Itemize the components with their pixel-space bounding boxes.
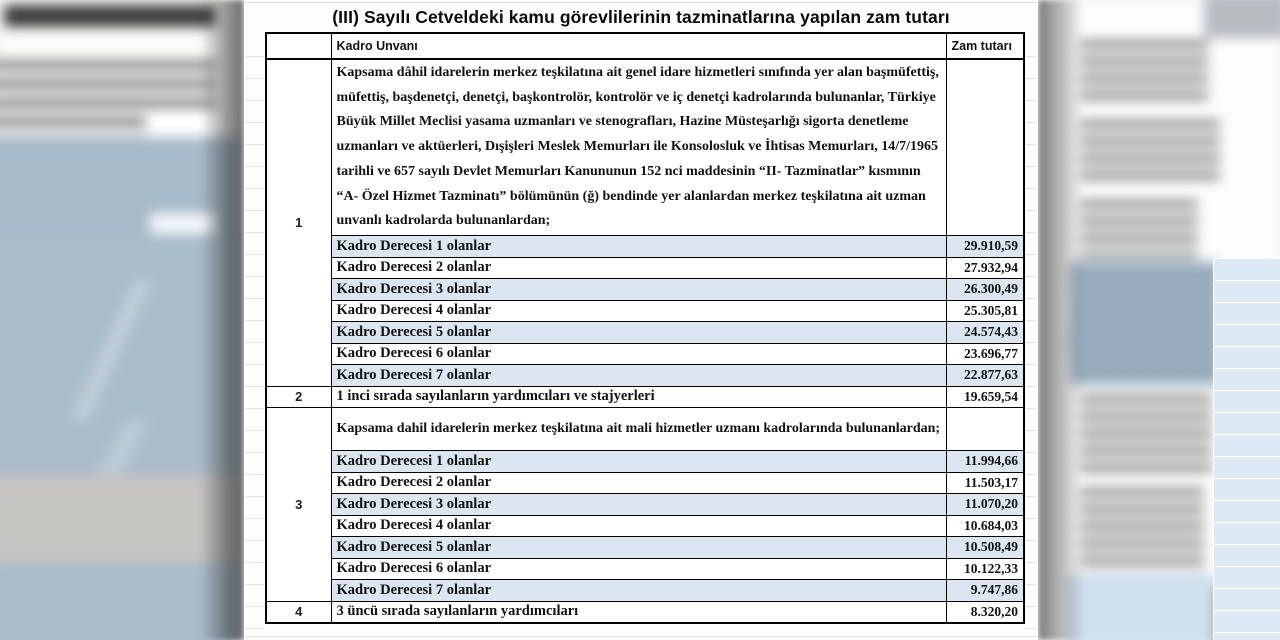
kadro-derecesi-label: Kadro Derecesi 7 olanlar xyxy=(331,580,946,602)
kadro-derecesi-label: Kadro Derecesi 4 olanlar xyxy=(331,300,946,322)
blurred-text-lines xyxy=(1080,395,1212,473)
table-row xyxy=(266,322,1024,344)
table-row xyxy=(266,601,1024,623)
table-row xyxy=(266,279,1024,301)
table-row xyxy=(266,494,1024,516)
compensation-table xyxy=(265,32,1025,624)
zam-tutari-value: 11.503,17 xyxy=(946,472,1024,494)
blurred-text-lines xyxy=(1080,120,1220,184)
group-1-description: Kapsama dâhil idarelerin merkez teşkilatına ait genel idare hizmetleri sınıfında yer alan başmüfettiş, müfettiş, başdenetçi, denetçi, başkontrolör, kontrolör ve iç denetçi kadrolarında bulunanlar, Türkiye Büyük Millet Meclisi yasama uzmanları ve stenografları, Hazine Müsteşarlığı sigorta denetleme uzmanları ve aktüerleri, Dışişleri Meslek Memurları ile Konsolosluk ve İhtisas Memurları, 14/7/1965 tarihli ve 657 sayılı Devlet Memurları Kanununun 152 nci maddesinin “II- Tazminatlar” kısmının “A- Özel Hizmet Tazminatı” bölümünün (ğ) bendinde yer alanlardan merkez teşkilatına ait uzman unvanlı kadrolarda bulunanlardan; xyxy=(331,59,946,236)
kadro-derecesi-label: Kadro Derecesi 2 olanlar xyxy=(331,257,946,279)
table-row xyxy=(266,365,1024,387)
blurred-text-lines xyxy=(1080,40,1208,104)
column-header-row-no xyxy=(266,33,331,59)
table-row xyxy=(266,386,1024,408)
group-2-number: 2 xyxy=(266,386,331,408)
table-row xyxy=(266,343,1024,365)
group-3-number: 3 xyxy=(266,408,331,602)
zam-tutari-value: 24.574,43 xyxy=(946,322,1024,344)
kadro-derecesi-label: Kadro Derecesi 4 olanlar xyxy=(331,515,946,537)
zam-tutari-value: 27.932,94 xyxy=(946,257,1024,279)
kadro-derecesi-label: Kadro Derecesi 6 olanlar xyxy=(331,558,946,580)
table-row xyxy=(266,537,1024,559)
group-1-description-row xyxy=(266,59,1024,236)
margin-gridlines xyxy=(245,56,264,632)
row-label: 1 inci sırada sayılanların yardımcıları ve stajyerleri xyxy=(331,386,946,408)
kadro-derecesi-label: Kadro Derecesi 1 olanlar xyxy=(331,451,946,473)
column-header-zam-tutari: Zam tutarı xyxy=(946,33,1024,59)
blurred-streak xyxy=(10,280,230,420)
zam-tutari-value: 11.994,66 xyxy=(946,451,1024,473)
blurred-text-lines xyxy=(1080,200,1198,258)
kadro-derecesi-label: Kadro Derecesi 6 olanlar xyxy=(331,343,946,365)
kadro-derecesi-label: Kadro Derecesi 3 olanlar xyxy=(331,494,946,516)
group-1-number: 1 xyxy=(266,59,331,386)
table-row xyxy=(266,515,1024,537)
kadro-derecesi-label: Kadro Derecesi 5 olanlar xyxy=(331,537,946,559)
page-title: (III) Sayılı Cetveldeki kamu görevlilerinin tazminatlarına yapılan zam tutarı xyxy=(332,7,950,27)
column-header-kadro-unvani: Kadro Unvanı xyxy=(331,33,946,59)
kadro-derecesi-label: Kadro Derecesi 7 olanlar xyxy=(331,365,946,387)
document-panel xyxy=(244,0,1038,640)
gridline xyxy=(244,636,1038,637)
blurred-text-lines xyxy=(1080,488,1204,574)
panel-shadow-right xyxy=(1038,0,1084,640)
table-row xyxy=(266,558,1024,580)
zam-tutari-value: 22.877,63 xyxy=(946,365,1024,387)
table-row xyxy=(266,300,1024,322)
group-3-description: Kapsama dahil idarelerin merkez teşkilatına ait mali hizmetler uzmanı kadrolarında bulunanlardan; xyxy=(331,408,946,451)
kadro-derecesi-label: Kadro Derecesi 5 olanlar xyxy=(331,322,946,344)
table-row xyxy=(266,580,1024,602)
zam-tutari-value: 10.122,33 xyxy=(946,558,1024,580)
blurred-gray-box xyxy=(1204,0,1280,38)
zam-tutari-value: 29.910,59 xyxy=(946,236,1024,258)
zam-tutari-value: 10.684,03 xyxy=(946,515,1024,537)
group-3-empty-value xyxy=(946,408,1024,451)
zam-tutari-value: 8.320,20 xyxy=(946,601,1024,623)
table-row xyxy=(266,472,1024,494)
blurred-blue-texture xyxy=(1070,262,1220,385)
zam-tutari-value: 11.070,20 xyxy=(946,494,1024,516)
zam-tutari-value: 23.696,77 xyxy=(946,343,1024,365)
zam-tutari-value: 26.300,49 xyxy=(946,279,1024,301)
group-4-number: 4 xyxy=(266,601,331,623)
kadro-derecesi-label: Kadro Derecesi 1 olanlar xyxy=(331,236,946,258)
group-3-description-row xyxy=(266,408,1024,451)
table-row xyxy=(266,257,1024,279)
zam-tutari-value: 10.508,49 xyxy=(946,537,1024,559)
kadro-derecesi-label: Kadro Derecesi 3 olanlar xyxy=(331,279,946,301)
table-header-row xyxy=(266,33,1024,59)
kadro-derecesi-label: Kadro Derecesi 2 olanlar xyxy=(331,472,946,494)
zam-tutari-value: 19.659,54 xyxy=(946,386,1024,408)
blurred-title-block xyxy=(4,5,216,27)
spreadsheet-column-strip xyxy=(1213,258,1280,640)
zam-tutari-value: 25.305,81 xyxy=(946,300,1024,322)
panel-shadow-left xyxy=(200,0,244,640)
zam-tutari-value: 9.747,86 xyxy=(946,580,1024,602)
group-1-empty-value xyxy=(946,59,1024,236)
table-row xyxy=(266,451,1024,473)
margin-gridlines xyxy=(1025,56,1037,632)
table-row xyxy=(266,236,1024,258)
row-label: 3 üncü sırada sayılanların yardımcıları xyxy=(331,601,946,623)
